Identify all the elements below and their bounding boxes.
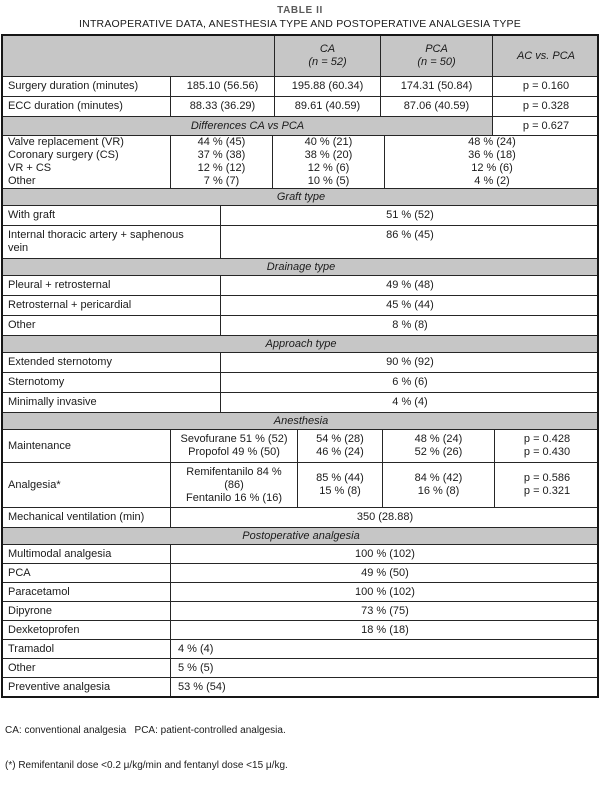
total-value: Fentanilo 16 % (16) [186,491,282,504]
differences-label: Differences CA vs PCA [3,117,493,135]
section-header-approach [3,335,597,352]
row-value: 49 % (50) [361,566,409,579]
row-analgesia [3,462,597,507]
header-row [3,36,597,76]
row-label: Analgesia* [3,463,171,507]
ca-value: 46 % (24) [316,446,364,458]
section-title: Postoperative analgesia [242,529,360,542]
row-label: Internal thoracic artery + saphenous vein [3,226,221,258]
p-value: p = 0.428 [523,433,571,445]
pca-value: 84 % (42) [414,472,463,484]
row-value: 45 % (44) [386,299,434,311]
procedure-labels [3,136,171,188]
row-pca [3,563,597,582]
row-label: Multimodal analgesia [3,545,171,563]
row-label: Retrosternal + pericardial [3,296,221,315]
row-paracetamol [3,582,597,601]
row-label: With graft [3,206,221,225]
total-value: (86) [224,478,244,491]
comparison-column-header: AC vs. PCA [516,49,576,62]
corner-cell [3,36,275,76]
row-value: 6 % (6) [392,376,428,388]
row-value: 4 % (4) [178,642,214,655]
row-value: 86 % (45) [386,229,434,241]
row-label: Dexketoprofen [3,621,171,639]
pca-value: 174.31 (50.84) [381,77,493,96]
row-pleural-retrosternal [3,275,597,295]
section-title: Graft type [276,190,326,203]
row-maintenance [3,429,597,462]
row-ecc-duration [3,96,597,116]
row-differences [3,116,597,135]
total-value: 12 % (12) [197,162,246,174]
data-table [1,34,599,698]
row-label: Dipyrone [3,602,171,620]
ca-value: 15 % (8) [319,485,361,497]
row-value: 49 % (48) [386,279,434,291]
row-label: Extended sternotomy [3,353,221,372]
row-multimodal-analgesia [3,544,597,563]
section-header-postop [3,527,597,544]
pca-column-header [381,36,493,76]
table-number: TABLE II [277,5,323,16]
row-label: Maintenance [3,430,171,462]
p-value: p = 0.160 [522,80,570,92]
row-label: Pleural + retrosternal [3,276,221,295]
row-value: 51 % (52) [386,209,434,221]
ca-value: 40 % (21) [304,136,353,148]
total-value: 37 % (38) [197,149,246,161]
total-value: 44 % (45) [197,136,246,148]
total-value: 7 % (7) [203,175,240,187]
table-footnotes [5,702,599,794]
ca-values [298,430,383,462]
pca-n: (n = 50) [417,56,456,68]
row-value: 90 % (92) [386,356,434,368]
pca-value: 4 % (2) [474,175,510,187]
row-preventive-analgesia [3,677,597,696]
p-value: p = 0.321 [523,485,571,497]
section-title: Approach type [265,337,337,350]
ca-value: 10 % (5) [307,175,350,187]
row-label: Preventive analgesia [3,678,171,696]
pca-value: 52 % (26) [414,446,463,458]
row-surgery-duration [3,76,597,96]
row-value: 100 % (102) [355,585,415,598]
row-label: Other [8,175,36,187]
ca-value: 89.61 (40.59) [275,97,381,116]
row-mechanical-ventilation [3,507,597,527]
p-value: p = 0.586 [523,472,571,484]
p-value: p = 0.627 [522,119,570,132]
total-value: Propofol 49 % (50) [188,446,280,458]
footnote-abbreviations: CA: conventional analgesia PCA: patient-controlled analgesia. [5,725,286,736]
row-dexketoprofen [3,620,597,639]
row-internal-thoracic [3,225,597,258]
pca-value: 16 % (8) [417,485,460,497]
row-procedures [3,135,597,188]
row-label: Mechanical ventilation (min) [3,508,171,527]
pca-value: 36 % (18) [468,149,516,161]
row-tramadol [3,639,597,658]
table-title: INTRAOPERATIVE DATA, ANESTHESIA TYPE AND POSTOPERATIVE ANALGESIA TYPE [79,18,521,30]
p-value: p = 0.328 [522,100,570,112]
total-value: Remifentanilo 84 % [186,465,282,478]
row-minimally-invasive [3,392,597,412]
table-title-block [1,5,599,30]
pca-label: PCA [425,43,448,55]
p-value: p = 0.430 [523,446,571,458]
ca-values [273,136,385,188]
p-values [495,463,599,507]
row-extended-sternotomy [3,352,597,372]
footnote-doses: (*) Remifentanil dose <0.2 μ/kg/min and fentanyl dose <15 μ/kg. [5,759,288,771]
ca-value: 12 % (6) [307,162,350,174]
total-value: 88.33 (36.29) [171,97,275,116]
ca-n: (n = 52) [308,56,347,68]
row-label: Sternotomy [3,373,221,392]
pca-values [385,136,599,188]
total-value: 185.10 (56.56) [171,77,275,96]
row-with-graft [3,205,597,225]
ca-value: 195.88 (60.34) [275,77,381,96]
pca-value: 87.06 (40.59) [381,97,493,116]
pca-values [383,430,495,462]
row-label: Other [3,316,221,335]
ca-values [298,463,383,507]
row-label: Paracetamol [3,583,171,601]
row-value: 53 % (54) [178,680,226,693]
row-label: Coronary surgery (CS) [8,149,119,161]
row-value: 8 % (8) [392,319,428,331]
total-values [171,463,298,507]
row-label: Valve replacement (VR) [8,136,124,148]
row-value: 73 % (75) [361,604,409,617]
total-value: Sevofurane 51 % (52) [180,433,288,445]
section-title: Anesthesia [273,414,329,427]
row-label: Other [3,659,171,677]
section-header-anesthesia [3,412,597,429]
row-value: 18 % (18) [361,623,409,636]
row-value: 100 % (102) [355,547,415,560]
section-header-drainage [3,258,597,275]
row-label: PCA [3,564,171,582]
row-value: 350 (28.88) [356,511,414,523]
ca-value: 85 % (44) [316,472,364,484]
row-label: ECC duration (minutes) [3,97,171,116]
row-value: 4 % (4) [392,396,428,408]
row-dipyrone [3,601,597,620]
pca-value: 12 % (6) [471,162,513,174]
total-values [171,430,298,462]
row-postop-other [3,658,597,677]
total-values [171,136,273,188]
p-values [495,430,599,462]
row-label: Surgery duration (minutes) [3,77,171,96]
row-retrosternal-pericardial [3,295,597,315]
row-label: Minimally invasive [3,393,221,412]
row-drainage-other [3,315,597,335]
row-value: 5 % (5) [178,661,214,674]
ca-value: 38 % (20) [304,149,353,161]
ca-column-header [275,36,381,76]
section-header-graft [3,188,597,205]
row-label: Tramadol [3,640,171,658]
pca-value: 48 % (24) [414,433,463,445]
pca-value: 48 % (24) [468,136,516,148]
row-sternotomy [3,372,597,392]
section-title: Drainage type [266,260,336,273]
pca-values [383,463,495,507]
ca-label: CA [319,43,336,55]
row-label: VR + CS [8,162,52,174]
ca-value: 54 % (28) [316,433,364,445]
